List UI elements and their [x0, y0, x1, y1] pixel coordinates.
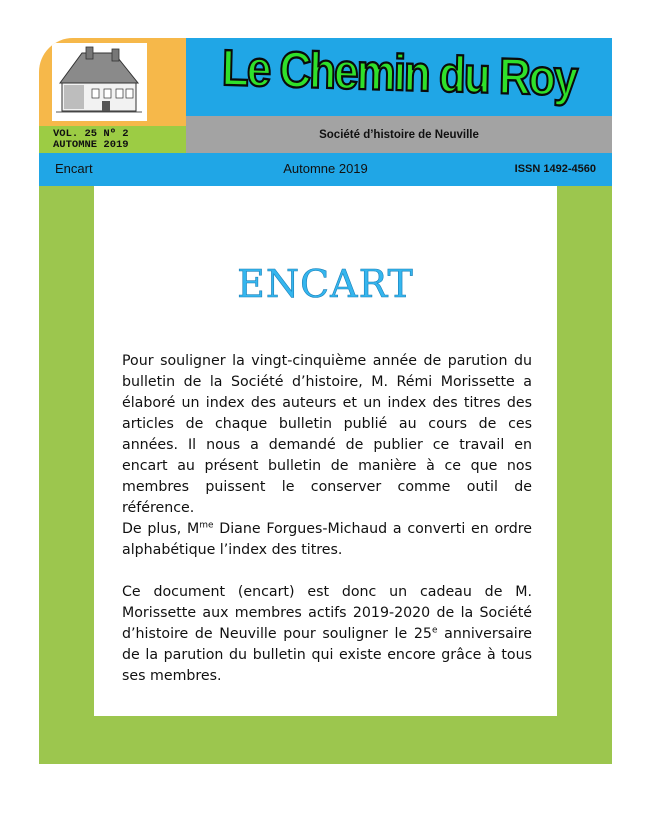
paragraph-3	[122, 582, 532, 687]
house-illustration	[52, 43, 147, 121]
volume-number: VOL. 25 Nº 2	[53, 128, 129, 140]
title-banner	[186, 38, 612, 116]
publication-title: Le Chemin du Roy	[221, 39, 577, 107]
society-bar	[186, 116, 612, 153]
paragraph-2	[122, 519, 532, 561]
house-icon	[52, 43, 147, 121]
paragraph-3-start: Ce document (encart) est donc un cadeau de M. Morissette aux membres actifs 2019-2020 de la Société d’histoire de Neuville pour souligner le 25	[122, 584, 532, 642]
paragraph-3-superscript: e	[431, 625, 438, 636]
volume-box	[39, 126, 186, 153]
volume-season: AUTOMNE 2019	[53, 139, 129, 151]
society-name: Société d’histoire de Neuville	[319, 129, 479, 141]
paragraph-2-superscript: me	[199, 520, 214, 531]
info-bar	[39, 153, 612, 186]
paragraph-2-end: Diane Forgues-Michaud a converti en ordre alphabétique l’index des titres.	[122, 521, 532, 558]
paragraph-1: Pour souligner la vingt-cinquième année de parution du bulletin de la Société d’histoire, M. Rémi Morissette a élaboré un index des auteurs et un index des titres des articles de chaque bulletin publié au cours de ces années. Il nous a demandé de publier ce travail en encart au présent bulletin de manière à ce que nos membres puissent le conserver comme outil de référence.	[122, 353, 532, 516]
page-heading: ENCART	[237, 262, 414, 306]
issue-label: Automne 2019	[283, 161, 368, 176]
paragraph-2-start: De plus, M	[122, 521, 200, 537]
issn-label: ISSN 1492-4560	[514, 163, 596, 175]
content-page	[94, 186, 557, 716]
paragraph-3-end: anniversaire de la parution du bulletin qui existe encore grâce à tous ses membres.	[122, 626, 532, 684]
section-label: Encart	[55, 161, 93, 176]
logo-box	[39, 38, 186, 126]
